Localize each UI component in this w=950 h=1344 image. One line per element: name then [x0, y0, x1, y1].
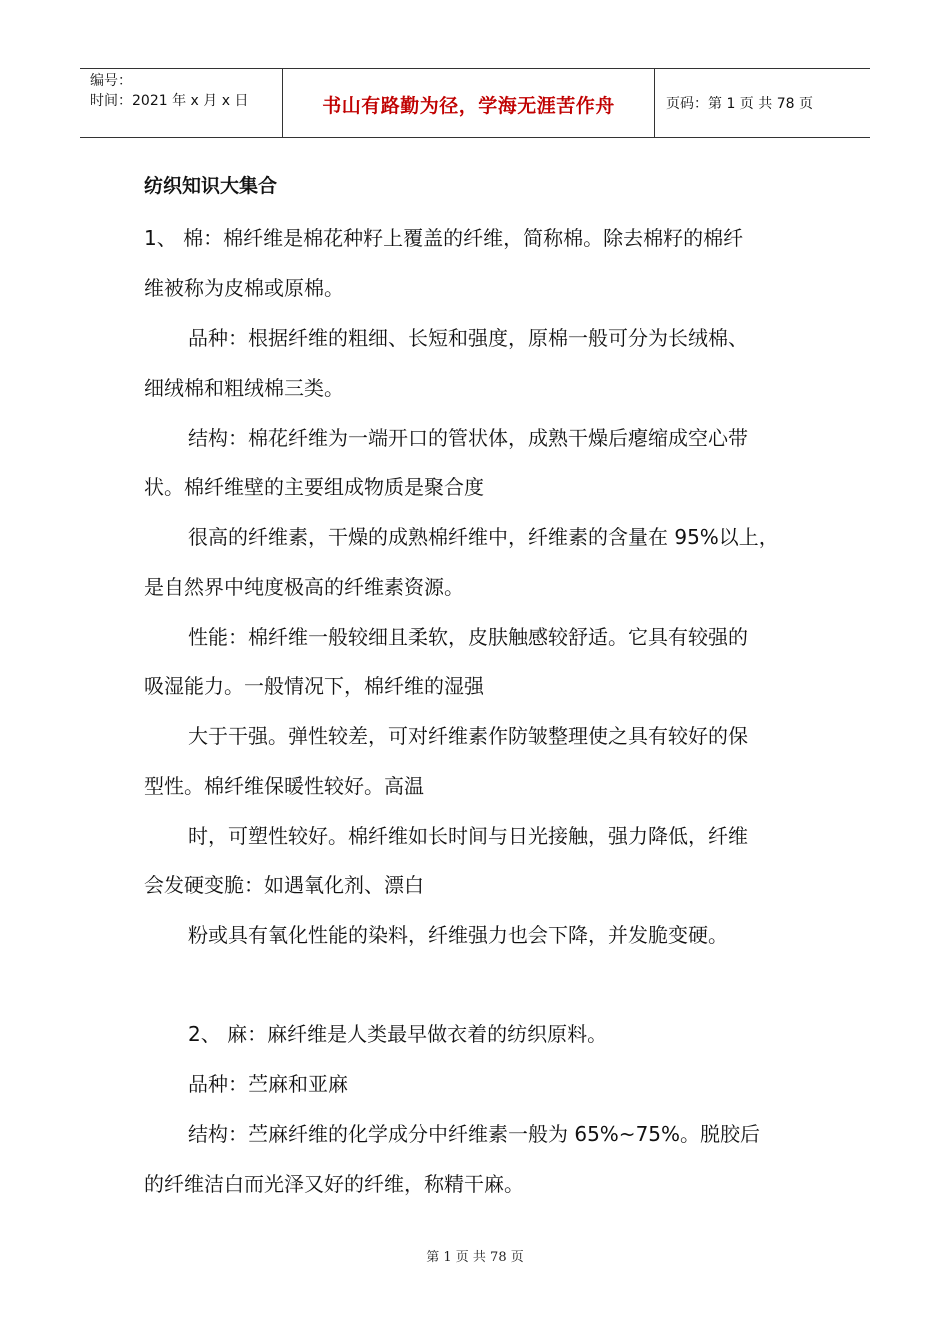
header-page-info: 页码：第 1 页 共 78 页: [666, 96, 813, 112]
time-label: 时间：2021 年 x 月 x 日: [90, 93, 249, 109]
header-info: [90, 71, 248, 111]
body-line: 是自然界中纯度极高的纤维素资源。: [144, 575, 464, 599]
body-line: 1、 棉：棉纤维是棉花种籽上覆盖的纤维，简称棉。除去棉籽的棉纤: [144, 226, 744, 250]
body-line: 粉或具有氧化性能的染料，纤维强力也会下降，并发脆变硬。: [188, 923, 728, 947]
body-line: 很高的纤维素，干燥的成熟棉纤维中，纤维素的含量在 95%以上，: [188, 525, 779, 549]
body-line: 品种：苎麻和亚麻: [188, 1072, 348, 1096]
body-line: 状。棉纤维壁的主要组成物质是聚合度: [144, 475, 484, 499]
body-line: 2、 麻：麻纤维是人类最早做衣着的纺织原料。: [188, 1022, 608, 1046]
page-footer: 第 1 页 共 78 页: [426, 1250, 524, 1265]
body-line: 维被称为皮棉或原棉。: [144, 276, 344, 300]
header-divider: [654, 69, 655, 137]
body-line: 吸湿能力。一般情况下，棉纤维的湿强: [144, 674, 484, 698]
body-line: 型性。棉纤维保暖性较好。高温: [144, 774, 424, 798]
body-line: 品种：根据纤维的粗细、长短和强度，原棉一般可分为长绒棉、: [188, 326, 748, 350]
body-line: 细绒棉和粗绒棉三类。: [144, 376, 344, 400]
body-line: 的纤维洁白而光泽又好的纤维，称精干麻。: [144, 1172, 524, 1196]
body-line: 结构：棉花纤维为一端开口的管状体，成熟干燥后瘪缩成空心带: [188, 426, 748, 450]
header-table: [80, 68, 870, 138]
body-line: 时，可塑性较好。棉纤维如长时间与日光接触，强力降低，纤维: [188, 824, 748, 848]
body-line: 会发硬变脆：如遇氧化剂、漂白: [144, 873, 424, 897]
header-motto: 书山有路勤为径，学海无涯苦作舟: [322, 95, 615, 117]
body-line: 大于干强。弹性较差，可对纤维素作防皱整理使之具有较好的保: [188, 724, 748, 748]
body-line: 结构：苎麻纤维的化学成分中纤维素一般为 65%~75%。脱胶后: [188, 1122, 761, 1146]
document-title: 纺织知识大集合: [144, 175, 278, 197]
body-line: 性能：棉纤维一般较细且柔软，皮肤触感较舒适。它具有较强的: [188, 625, 748, 649]
number-label: 编号：: [90, 73, 132, 89]
